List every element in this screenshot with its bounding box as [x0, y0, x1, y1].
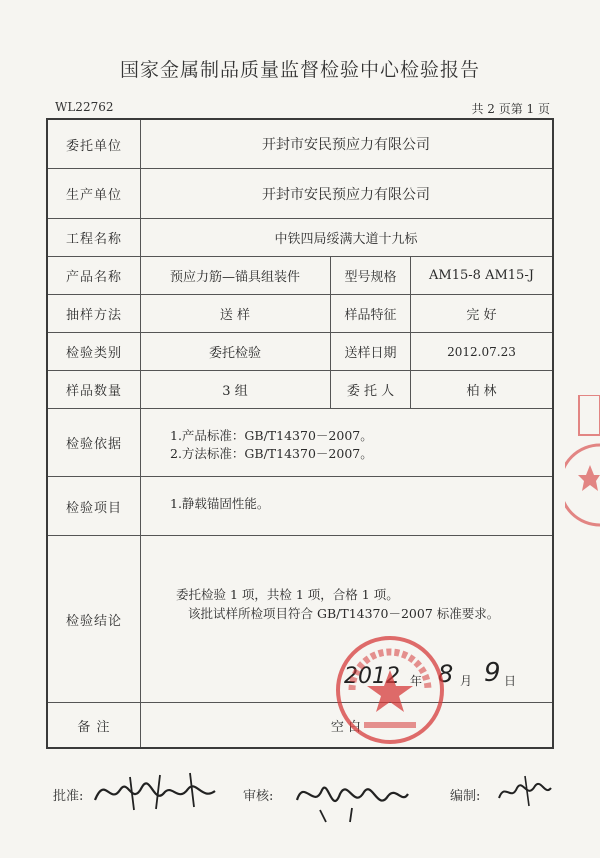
product-row	[48, 257, 552, 295]
client-value: 开封市安民预应力有限公司	[262, 137, 430, 153]
product-label: 产品名称	[48, 257, 141, 294]
sampling-value: 送 样	[219, 308, 251, 323]
date-value: 2012.07.23	[410, 333, 552, 370]
feature-label: 样品特征	[330, 295, 410, 332]
review-label: 审核:	[243, 789, 274, 804]
basis-line: 2.方法标准：GB/T14370－2007。	[170, 446, 373, 461]
conclusion-date-day-unit: 日	[504, 674, 517, 688]
inspection-form	[46, 118, 554, 749]
quantity-row	[48, 371, 552, 409]
manufacturer-value: 开封市安民预应力有限公司	[262, 186, 430, 203]
reviewer-signature-icon	[292, 770, 412, 825]
manufacturer-label: 生产单位	[48, 169, 141, 218]
items-line: 1.静载锚固性能。	[170, 496, 270, 511]
margin-seal-icon	[565, 395, 600, 535]
model-value: AM15-8 AM15-J	[410, 257, 552, 294]
client-label: 委托单位	[48, 120, 141, 168]
basis-content	[140, 409, 552, 476]
compile-label: 编制:	[450, 789, 481, 804]
category-value: 委托检验	[208, 346, 261, 361]
quantity-label: 样品数量	[48, 371, 141, 408]
official-seal-icon	[330, 630, 450, 750]
product-value: 预应力筋—锚具组装件	[169, 270, 300, 285]
conclusion-row	[48, 536, 552, 703]
project-label: 工程名称	[48, 219, 141, 256]
feature-value: 完 好	[410, 295, 552, 332]
items-content	[140, 477, 552, 535]
items-row	[48, 477, 552, 536]
report-title: 国家金属制品质量监督检验中心检验报告	[119, 59, 480, 81]
model-label: 型号规格	[330, 257, 410, 294]
category-label: 检验类别	[48, 333, 141, 370]
project-value: 中铁四局绥满大道十九标	[274, 232, 418, 247]
page-indicator: 共 2 页第 1 页	[471, 102, 550, 116]
date-label: 送样日期	[330, 333, 410, 370]
quantity-value: 3 组	[222, 384, 248, 399]
delegate-label: 委 托 人	[330, 371, 410, 408]
manufacturer-row	[48, 169, 552, 219]
client-row	[48, 120, 552, 169]
sampling-row	[48, 295, 552, 333]
conclusion-line: 该批试样所检项目符合 GB/T14370－2007 标准要求。	[188, 606, 500, 621]
project-row	[48, 219, 552, 257]
items-label: 检验项目	[48, 477, 141, 535]
basis-line: 1.产品标准：GB/T14370－2007。	[170, 428, 373, 443]
approver-signature-icon	[90, 765, 230, 820]
report-number: WL22762	[55, 100, 114, 114]
conclusion-date-year-unit: 年	[410, 674, 423, 688]
conclusion-date-month-unit: 月	[460, 674, 473, 688]
conclusion-date-year: 2012	[344, 664, 400, 689]
conclusion-line: 委托检验 1 项，共检 1 项，合格 1 项。	[176, 587, 399, 602]
conclusion-date-month: 8	[438, 660, 454, 688]
basis-label: 检验依据	[48, 409, 141, 476]
delegate-value: 柏 林	[410, 371, 552, 408]
conclusion-label: 检验结论	[48, 536, 141, 702]
remarks-row	[48, 703, 552, 747]
remarks-value: 空 白	[330, 719, 362, 735]
conclusion-date-day: 9	[484, 658, 501, 688]
sampling-label: 抽样方法	[48, 295, 141, 332]
compiler-signature-icon	[495, 770, 555, 810]
remarks-label: 备 注	[48, 703, 141, 747]
basis-row	[48, 409, 552, 477]
approve-label: 批准:	[53, 789, 84, 804]
category-row	[48, 333, 552, 371]
